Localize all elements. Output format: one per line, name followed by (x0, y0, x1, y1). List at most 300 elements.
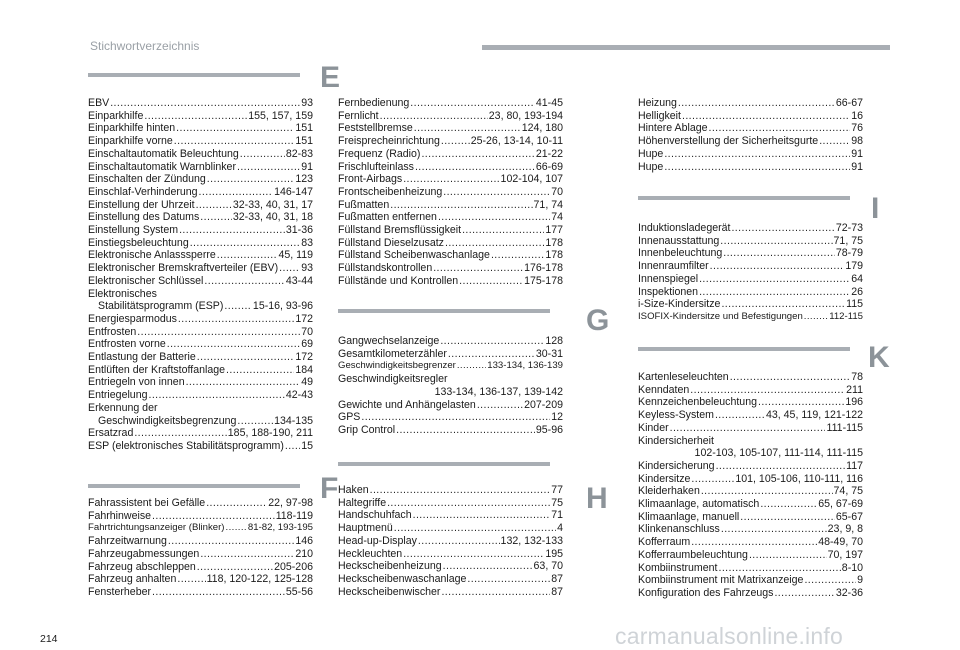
index-entry (338, 573, 563, 586)
entry-pages: 178 (545, 249, 563, 262)
entry-pages: 9 (857, 574, 863, 587)
entry-term: ESP (elektronisches Stabilitätsprogramm) (88, 439, 284, 452)
leader-dots (421, 148, 534, 161)
index-entry (638, 311, 863, 324)
index-entry (338, 135, 563, 148)
entry-term: Konfiguration des Fahrzeugs (638, 586, 774, 599)
entry-pages: 210 (295, 547, 313, 560)
entry-term: Haltegriffe (338, 496, 387, 509)
header-divider (482, 45, 890, 50)
leader-dots (721, 523, 827, 536)
entry-term: Kinder (638, 421, 669, 434)
leader-dots (682, 110, 850, 123)
index-entry (88, 135, 313, 148)
entry-pages: 71, 74 (533, 198, 563, 211)
leader-dots (224, 300, 252, 313)
leader-dots (204, 275, 284, 288)
index-entry (88, 440, 313, 453)
entry-pages: 43, 45, 119, 121-122 (766, 409, 863, 422)
index-entry (638, 298, 863, 311)
index-entry (338, 148, 563, 161)
entry-term: GPS (338, 411, 361, 424)
entry-pages: 91 (851, 160, 863, 173)
index-entry (88, 535, 313, 548)
leader-dots (774, 587, 834, 600)
index-entry (638, 235, 863, 248)
leader-dots (440, 335, 544, 348)
leader-dots (678, 97, 835, 110)
entry-pages: 133-134, 136-137, 139-142 (434, 385, 563, 398)
leader-dots (462, 224, 544, 237)
entry-pages: 45, 119 (278, 249, 313, 262)
index-entry (638, 435, 863, 448)
leader-dots (370, 484, 551, 497)
leader-dots (387, 497, 550, 510)
index-entry (338, 199, 563, 212)
entry-term: Handschuhfach (338, 509, 412, 522)
entry-pages: 118, 120-122, 125-128 (206, 573, 313, 586)
index-entry (338, 211, 563, 224)
index-entry (338, 484, 563, 497)
index-entry (338, 411, 563, 424)
index-entry (88, 326, 313, 339)
leader-dots (144, 110, 247, 123)
index-entry (338, 186, 563, 199)
leader-dots (190, 237, 300, 250)
index-entry (88, 415, 313, 428)
index-entry (638, 574, 863, 587)
entry-term: Kartenleseleuchten (638, 371, 729, 383)
leader-dots (178, 313, 294, 326)
entry-term: Fahrzeitwarnung (88, 535, 167, 548)
entry-pages: 83 (301, 236, 313, 249)
section-letter: H (586, 482, 608, 515)
entry-pages: 65-67 (835, 510, 863, 523)
entry-term: Fensterheber (88, 585, 152, 598)
index-entry (638, 498, 863, 511)
entry-pages: 66-67 (835, 97, 863, 109)
leader-dots (749, 549, 827, 562)
entry-pages: 32-33, 40, 31, 17 (232, 198, 313, 211)
entry-pages: 172 (295, 312, 313, 325)
leader-dots (361, 411, 550, 424)
entry-pages: 123 (295, 173, 313, 186)
index-entry (88, 237, 313, 250)
entry-term: Kofferraumbeleuchtung (638, 548, 748, 561)
entry-pages: 102-103, 105-107, 111-114, 111-115 (694, 447, 863, 460)
index-entry (338, 262, 563, 275)
leader-dots (167, 338, 300, 351)
leader-dots (394, 522, 556, 535)
leader-dots (715, 409, 765, 422)
leader-dots (403, 173, 499, 186)
entry-term: Heckscheibenwaschanlage (338, 572, 467, 585)
index-entry (88, 249, 313, 262)
leader-dots (477, 399, 523, 412)
index-entry (638, 485, 863, 498)
index-entry (638, 384, 863, 397)
index-entry (88, 351, 313, 364)
entry-pages: 22, 97-98 (268, 497, 313, 509)
entry-pages: 95-96 (535, 423, 563, 436)
entry-term: Fahrzeugabmessungen (88, 547, 200, 560)
index-entry (638, 97, 863, 110)
entry-term: Entriegelung (88, 389, 148, 402)
leader-dots (152, 586, 285, 599)
entry-pages: 151 (295, 135, 313, 148)
entry-pages: 75 (551, 496, 563, 509)
entry-term: Einstellung des Datums (88, 211, 200, 224)
entry-pages: 133-134, 136-139 (487, 360, 563, 372)
index-entry (88, 161, 313, 174)
entry-term: Einstellung System (88, 224, 179, 236)
entry-term: Füllstand Scheibenwaschanlage (338, 249, 490, 262)
index-entry (88, 561, 313, 574)
entry-pages: 48-49, 70 (818, 536, 863, 549)
index-entry (638, 273, 863, 286)
entry-pages: 155, 157, 159 (248, 109, 313, 122)
index-entry (88, 586, 313, 599)
index-entry (88, 548, 313, 561)
entry-pages: 178 (545, 236, 563, 249)
entry-term: Fußmatten entfernen (338, 211, 437, 224)
entry-pages: 69 (301, 338, 313, 351)
entry-pages: 78-79 (835, 247, 863, 260)
entry-pages: 70 (301, 325, 313, 338)
leader-dots (740, 511, 835, 524)
page-number: 214 (40, 633, 58, 645)
entry-pages: 25-26, 13-14, 10-11 (470, 135, 563, 148)
index-entry (338, 110, 563, 123)
entry-term: Geschwindigkeitsregler (338, 373, 448, 386)
entry-term: Klinkenanschluss (638, 523, 720, 536)
index-entry (88, 402, 313, 415)
entry-pages: 15 (301, 439, 313, 452)
index-entry (88, 173, 313, 186)
leader-dots (174, 135, 295, 148)
leader-dots (380, 110, 488, 123)
index-entry (638, 562, 863, 575)
entry-term: Kenndaten (638, 383, 690, 396)
leader-dots (237, 415, 273, 428)
leader-dots (197, 351, 295, 364)
entry-term: Elektronischer Bremskraftverteiler (EBV) (88, 262, 279, 275)
entry-term: Kofferraum (638, 536, 691, 549)
entry-pages: 23, 9, 8 (827, 523, 863, 536)
entry-pages: 63, 70 (533, 560, 563, 573)
entry-pages: 207-209 (524, 398, 563, 411)
leader-dots (723, 247, 835, 260)
section-letter: E (320, 61, 341, 94)
entry-pages: 151 (295, 122, 313, 135)
entry-term: Einparkhilfe (88, 109, 144, 122)
entry-term: Höhenverstellung der Sicherheitsgurte (638, 135, 819, 148)
entry-pages: 111-115 (826, 421, 863, 434)
index-entry (338, 535, 563, 548)
entry-term: Hauptmenü (338, 522, 393, 535)
leader-dots (149, 389, 285, 402)
entry-pages: 74, 75 (833, 485, 863, 498)
entry-pages: 146 (295, 535, 313, 548)
leader-dots (207, 173, 295, 186)
entry-pages: 71, 75 (833, 234, 863, 247)
entry-pages: 31-36 (285, 224, 313, 236)
entry-pages: 43-44 (285, 274, 313, 287)
index-entry (88, 300, 313, 313)
entry-term: Gangwechselanzeige (338, 335, 440, 347)
index-entry (638, 473, 863, 486)
leader-dots (110, 97, 300, 110)
entry-term: Fernlicht (338, 109, 379, 122)
index-entry (638, 523, 863, 536)
entry-term: i-Size-Kindersitze (638, 298, 721, 311)
leader-dots (285, 440, 300, 453)
leader-dots (699, 273, 850, 286)
index-entry (638, 396, 863, 409)
leader-dots (137, 326, 300, 339)
leader-dots (134, 427, 226, 440)
section-divider (88, 484, 300, 488)
entry-pages: 98 (851, 135, 863, 148)
leader-dots (415, 161, 535, 174)
entry-term: Füllstandskontrollen (338, 262, 433, 275)
index-entry (88, 262, 313, 275)
entry-term: Gesamtkilometerzähler (338, 347, 447, 360)
entry-pages: 21-22 (535, 147, 563, 160)
entry-term: Elektronisches (88, 287, 157, 300)
index-entry (88, 427, 313, 440)
index-entry (338, 560, 563, 573)
leader-dots (197, 561, 273, 574)
entry-term: Stabilitätsprogramm (ESP) (98, 300, 224, 313)
entry-pages: 175-178 (524, 274, 563, 287)
entry-term: Ersatzrad (88, 427, 134, 440)
leader-dots (438, 211, 550, 224)
entry-pages: 64 (851, 272, 863, 285)
entry-term: Innenbeleuchtung (638, 247, 723, 260)
entry-term: Keyless-System (638, 409, 714, 422)
entry-term: Kindersicherung (638, 459, 715, 472)
leader-dots (710, 260, 845, 273)
index-entry (338, 509, 563, 522)
index-entry (638, 409, 863, 422)
leader-dots (720, 235, 832, 248)
index-entry (338, 548, 563, 561)
entry-term: Innenausstattung (638, 234, 720, 247)
entry-pages: 185, 188-190, 211 (227, 427, 313, 440)
entry-term: Einstiegsbeleuchtung (88, 236, 189, 249)
index-entry (88, 313, 313, 326)
index-entry (338, 497, 563, 510)
index-entry (638, 286, 863, 299)
entry-term: Einschaltautomatik Beleuchtung (88, 147, 239, 160)
entry-term: Innenraumfilter (638, 260, 709, 273)
entry-term: Grip Control (338, 423, 396, 436)
index-entry (338, 373, 563, 386)
index-entry (338, 249, 563, 262)
index-entry (88, 389, 313, 402)
index-entry (638, 460, 863, 473)
entry-term: Elektronischer Schlüssel (88, 274, 204, 287)
entry-pages: 146-147 (274, 185, 313, 198)
entry-pages: 32-33, 40, 31, 18 (232, 211, 313, 224)
entry-pages: 211 (846, 383, 863, 396)
entry-pages: 8-10 (841, 561, 863, 574)
leader-dots (691, 473, 734, 486)
section-divider (338, 309, 550, 313)
index-entry (338, 522, 563, 535)
leader-dots (179, 224, 285, 237)
leader-dots (819, 135, 850, 148)
leader-dots (731, 222, 834, 235)
leader-dots (199, 186, 274, 199)
entry-term: Füllstände und Kontrollen (338, 274, 459, 287)
entry-pages: 41-45 (535, 97, 563, 109)
header-title: Stichwortverzeichnis (90, 39, 200, 53)
leader-dots (196, 199, 232, 212)
leader-dots (699, 286, 850, 299)
entry-pages: 23, 80, 193-194 (488, 109, 563, 122)
entry-term: Innenspiegel (638, 272, 699, 285)
leader-dots (721, 298, 845, 311)
index-entry (638, 122, 863, 135)
leader-dots (467, 573, 550, 586)
section-divider (88, 73, 300, 77)
entry-pages: 205-206 (274, 560, 313, 573)
entry-term: Haken (338, 484, 369, 496)
entry-pages: 177 (545, 224, 563, 236)
entry-pages: 118-119 (275, 509, 313, 522)
leader-dots (441, 586, 550, 599)
index-entry (338, 335, 563, 348)
entry-pages: 195 (545, 547, 563, 560)
entry-term: Fahrtrichtungsanzeiger (Blinker) (88, 522, 225, 534)
entry-term: Feststellbremse (338, 122, 413, 135)
entry-term: Heizung (638, 97, 677, 109)
entry-pages: 134-135 (274, 414, 313, 427)
entry-term: Einschlaf-Verhinderung (88, 185, 198, 198)
leader-dots (226, 522, 247, 535)
entry-term: Klimaanlage, manuell (638, 510, 740, 523)
section-divider (638, 347, 850, 351)
index-entry (638, 135, 863, 148)
entry-term: Hupe (638, 147, 664, 160)
entry-pages: 124, 180 (521, 122, 563, 135)
entry-term: Fußmatten (338, 198, 390, 211)
index-entry (88, 224, 313, 237)
leader-dots (168, 535, 294, 548)
entry-pages: 15-16, 93-96 (252, 300, 313, 313)
leader-dots (441, 135, 470, 148)
entry-term: Induktionsladegerät (638, 222, 731, 234)
leader-dots (491, 249, 544, 262)
entry-pages: 112-115 (829, 310, 863, 322)
entry-term: Fahrhinweise (88, 509, 152, 522)
leader-dots (226, 364, 294, 377)
entry-pages: 82-83 (285, 147, 313, 160)
index-entry (88, 522, 313, 535)
leader-dots (664, 161, 850, 174)
entry-pages: 196 (845, 396, 863, 409)
index-entry (88, 211, 313, 224)
index-entry (638, 161, 863, 174)
index-entry (338, 224, 563, 237)
entry-term: Energiesparmodus (88, 312, 177, 325)
section-divider (338, 462, 550, 466)
entry-term: Einstellung der Uhrzeit (88, 198, 195, 211)
leader-dots (670, 422, 826, 435)
entry-term: Fernbedienung (338, 97, 410, 109)
entry-term: Inspektionen (638, 285, 699, 298)
entry-term: Hupe (638, 160, 664, 173)
index-entry (338, 348, 563, 361)
section-letter: G (586, 304, 610, 337)
entry-pages: 172 (295, 351, 313, 363)
leader-dots (414, 122, 521, 135)
leader-dots (690, 384, 845, 397)
entry-pages: 42-43 (285, 389, 313, 402)
leader-dots (410, 97, 535, 110)
entry-term: Fahrzeug abschleppen (88, 560, 196, 573)
leader-dots (403, 548, 544, 561)
entry-term: Kleiderhaken (638, 485, 700, 498)
entry-pages: 32-36 (835, 586, 863, 599)
entry-term: Heckscheibenheizung (338, 560, 442, 573)
entry-term: Frontscheibenheizung (338, 185, 443, 198)
index-entry (88, 338, 313, 351)
entry-pages: 74 (551, 211, 563, 224)
leader-dots (177, 573, 205, 586)
leader-dots (718, 562, 840, 575)
entry-term: Geschwindigkeitsbegrenzer (338, 360, 456, 372)
leader-dots (709, 122, 851, 135)
leader-dots (433, 262, 523, 275)
index-entry (338, 173, 563, 186)
index-entry (338, 275, 563, 288)
index-entry (338, 586, 563, 599)
leader-dots (418, 535, 500, 548)
index-entry (638, 110, 863, 123)
entry-pages: 91 (851, 147, 863, 160)
entry-term: Gewichte und Anhängelasten (338, 398, 476, 411)
entry-term: Erkennung der (88, 401, 158, 414)
entry-term: Entfrosten (88, 325, 137, 338)
leader-dots (217, 249, 278, 262)
entry-pages: 70 (551, 185, 563, 198)
entry-pages: 93 (301, 262, 313, 275)
leader-dots (390, 199, 532, 212)
entry-pages: 66-69 (535, 160, 563, 173)
entry-pages: 81-82, 193-195 (247, 522, 313, 534)
index-entry (88, 110, 313, 123)
entry-term: Kindersitze (638, 472, 691, 485)
index-entry (638, 447, 863, 460)
entry-pages: 30-31 (535, 347, 563, 360)
index-entry (638, 222, 863, 235)
index-entry (338, 399, 563, 412)
entry-term: Klimaanlage, automatisch (638, 498, 760, 510)
index-entry (638, 247, 863, 260)
section-letter: K (868, 341, 890, 374)
entry-pages: 128 (545, 335, 563, 347)
entry-pages: 71 (551, 509, 563, 522)
leader-dots (396, 424, 535, 437)
entry-pages: 16 (851, 109, 863, 122)
entry-term: Entlastung der Batterie (88, 351, 196, 363)
index-entry (88, 186, 313, 199)
index-entry (338, 237, 563, 250)
entry-pages: 70, 197 (827, 548, 863, 561)
